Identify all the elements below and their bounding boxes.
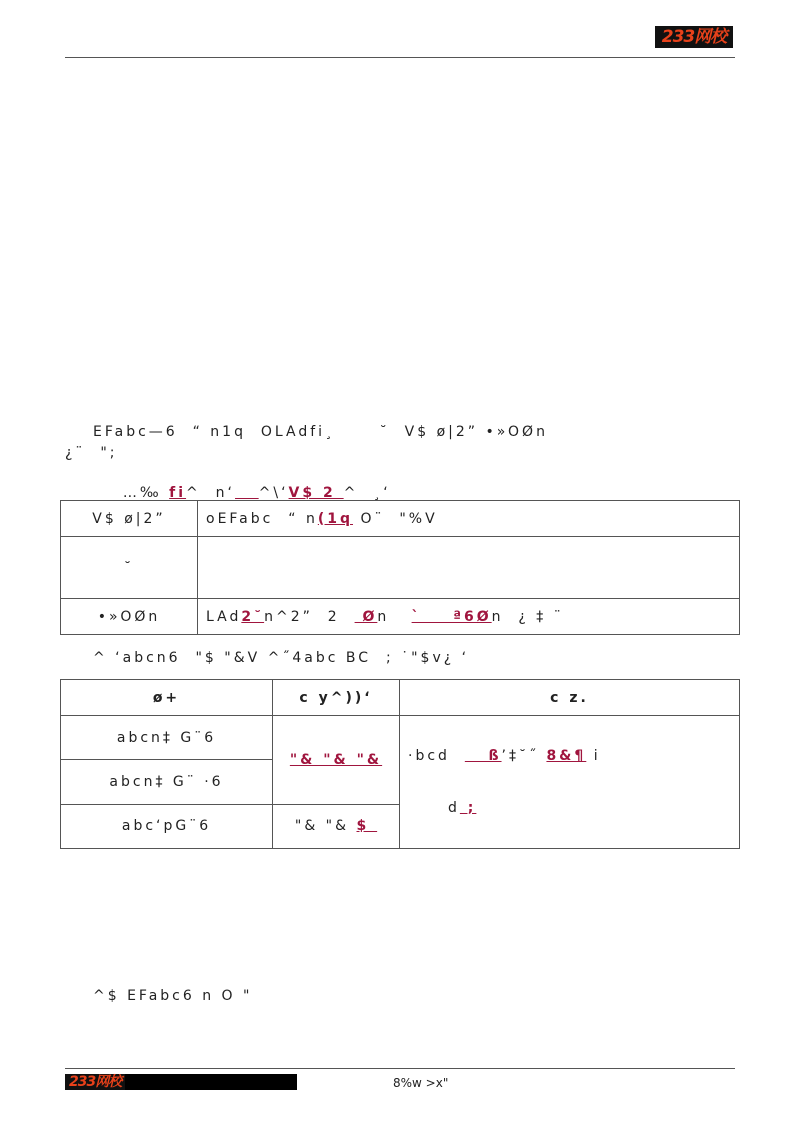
text-fragment: ^ ¸‘ [343,485,391,501]
text-fragment: ^\‘ [258,485,289,501]
footer-rule [65,1068,735,1069]
footer-bar [65,1074,297,1090]
text-fragment: LAd [206,608,242,625]
table1-cell: •»OØn [61,599,198,635]
text-fragment: ·bcd [408,748,465,764]
underlined-term: Ø [354,608,378,625]
text-fragment: "& "& [294,818,357,835]
table2-row-label: abcn‡ G¨6 [61,716,273,760]
info-table-2 [60,679,740,849]
paragraph-line-2: ¿¨ "; [65,445,118,461]
table1-cell: ˘ [61,537,198,599]
table2-row-label: abcn‡ G¨ ·6 [61,760,273,804]
text-fragment: …‰ [122,485,170,501]
text-fragment: n [377,608,412,625]
table1-cell: V$ ø|2” [61,501,198,537]
underlined-term: 8&¶ [546,748,587,764]
header-rule [65,57,735,58]
underlined-term: "& "& "& [289,751,383,768]
text-fragment: n ¿ ‡ ¨ [491,608,564,625]
cell-line [408,748,731,764]
table1-cell [198,537,740,599]
paragraph-line-3 [108,469,391,501]
text-fragment: ^ n‘ [186,485,236,501]
paragraph-line-1: EFabc—6 “ n1q OLAdfi¸ ˘ V$ ø|2” •»OØn [93,424,548,440]
underlined-term: V$ 2 [288,485,344,501]
table2-cell [273,804,400,848]
footer-page-text: 8%w >x" [393,1076,449,1090]
table1-cell [198,599,740,635]
text-fragment: i [586,748,601,764]
underlined-term: 2˘ [241,608,265,625]
text-fragment: O¨ "%V [353,510,438,527]
text-fragment: n^2” 2 [264,608,355,625]
underlined-term: (1q [317,510,353,527]
table2-header: c y^))‘ [273,680,400,716]
footer-logo: 233网校 [65,1074,125,1090]
table2-header: c z. [400,680,740,716]
table2-header: ø+ [61,680,273,716]
table1-cell [198,501,740,537]
underlined-term: ` ª6Ø [411,608,492,625]
underlined-term: fi [169,485,187,501]
paragraph-3: ^$ EFabc6 n O " [93,988,253,1004]
info-table-1 [60,500,740,635]
table2-merged-cell [400,716,740,849]
text-fragment: d [448,800,460,816]
text-fragment: ’‡˘˝ [501,748,547,764]
cell-line [408,800,731,816]
underlined-term: $ [356,818,378,835]
text-fragment: oEFabc “ n [206,510,318,527]
table2-row-label: abc‘pG¨6 [61,804,273,848]
paragraph-2: ^ ‘abcn6 "$ "&V ^˝4abc BC ; ˙"$v¿ ‘ [93,650,470,666]
header-logo: 233网校 [655,26,733,48]
underlined-term: ß [464,748,502,764]
underlined-blank [235,485,259,501]
table2-merged-cell [273,716,400,805]
underlined-term: ; [459,800,477,816]
